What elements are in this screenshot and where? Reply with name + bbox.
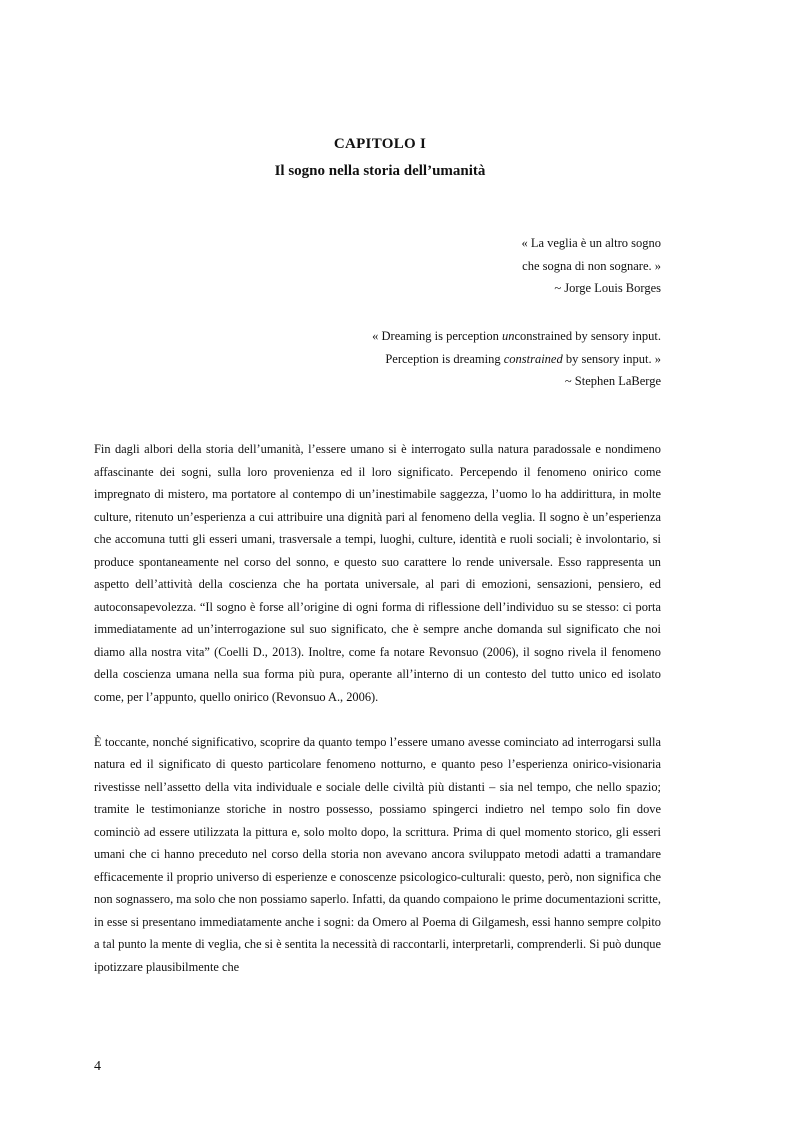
body-text <box>94 438 661 978</box>
paragraph: È toccante, nonché significativo, scoprire da quanto tempo l’essere umano avesse cominciato ad interrogarsi sulla natura ed il significato di questo particolare fenomeno notturno, e quanto peso l’esperienza onirico-visionaria rivestisse nell’assetto della vita individuale e sociale delle civiltà più distanti – sia nel tempo, che nello spazio; tramite le testimonianze storiche in nostro possesso, possiamo spingerci indietro nel tempo solo fin dove cominciò ad essere utilizzata la pittura e, solo molto dopo, la scrittura. Prima di quel momento storico, gli esseri umani che ci hanno preceduto nel corso della storia non avevano ancora sviluppato metodi adatti a tramandare efficacemente il proprio universo di esperienze e conoscenze psicologico-culturali: questo, però, non significa che non sognassero, ma solo che non possiamo saperlo. Infatti, da quando compaiono le prime documentazioni scritte, in esse si presentano immediatamente anche i sogni: da Omero al Poema di Gilgamesh, essi hanno sempre colpito a tal punto la mente di veglia, che si è sentita la necessità di raccontarli, interpretarli, comprenderli. Si può dunque ipotizzare plausibilmente che <box>94 734 661 974</box>
epigraph-line <box>372 348 661 371</box>
paragraph: Fin dagli albori della storia dell’umanità, l’essere umano si è interrogato sulla natura paradossale e nondimeno affascinante dei sogni, sulla loro provenienza ed il loro significato. Percependo il fenomeno onirico come impregnato di mistero, ma portatore al contempo di un’inestimabile saggezza, l’uomo lo ha addirittura, in molte culture, ritenuto un’esperienza a cui attribuire una dignità pari al fenomeno della veglia. Il sogno è un’esperienza che accomuna tutti gli esseri umani, trasversale a tempi, luoghi, culture, identità e ruoli sociali; è involontario, si produce spontaneamente nel corso del sonno, e questo suo carattere lo rende universale. Esso rappresenta un aspetto dell’attività della coscienza che ha portata universale, al pari di emozioni, sensazioni, pensiero, ed autoconsapevolezza. “Il sogno è forse all’origine di ogni forma di riflessione dell’individuo su se stesso: ci porta immediatamente ad un’interrogazione sul suo significato, che è sempre anche domanda sul significato che noi diamo alla nostra vita” (Coelli D., 2013). Inoltre, come fa notare Revonsuo (2006), il sogno rivela il fenomeno della coscienza umana nella sua forma più pura, operante all’interno di un contesto del tutto unico ed isolato come, per l’appunto, quello onirico (Revonsuo A., 2006). <box>94 442 661 704</box>
chapter-label: CAPITOLO I <box>333 136 427 152</box>
chapter-heading <box>0 133 760 182</box>
epigraph-text: by sensory input. » <box>562 351 661 366</box>
epigraph-text: « Dreaming is perception <box>372 329 502 343</box>
epigraph-emphasis: constrained <box>503 351 563 366</box>
epigraph-line <box>372 325 661 348</box>
epigraph-line: che sogna di non sognare. » <box>522 258 661 273</box>
chapter-title: Il sogno nella storia dell’umanità <box>274 163 486 179</box>
epigraph-author: ~ Stephen LaBerge <box>564 374 661 389</box>
epigraph-borges <box>521 232 661 300</box>
epigraph-line: « La veglia è un altro sogno <box>521 236 661 250</box>
epigraph-emphasis: un <box>501 329 515 343</box>
epigraph-text: Perception is dreaming <box>385 351 504 366</box>
epigraph-author: ~ Jorge Louis Borges <box>554 281 661 296</box>
epigraph-laberge <box>372 325 661 393</box>
epigraph-text: constrained by sensory input. <box>514 329 661 343</box>
page-number: 4 <box>94 1059 101 1074</box>
